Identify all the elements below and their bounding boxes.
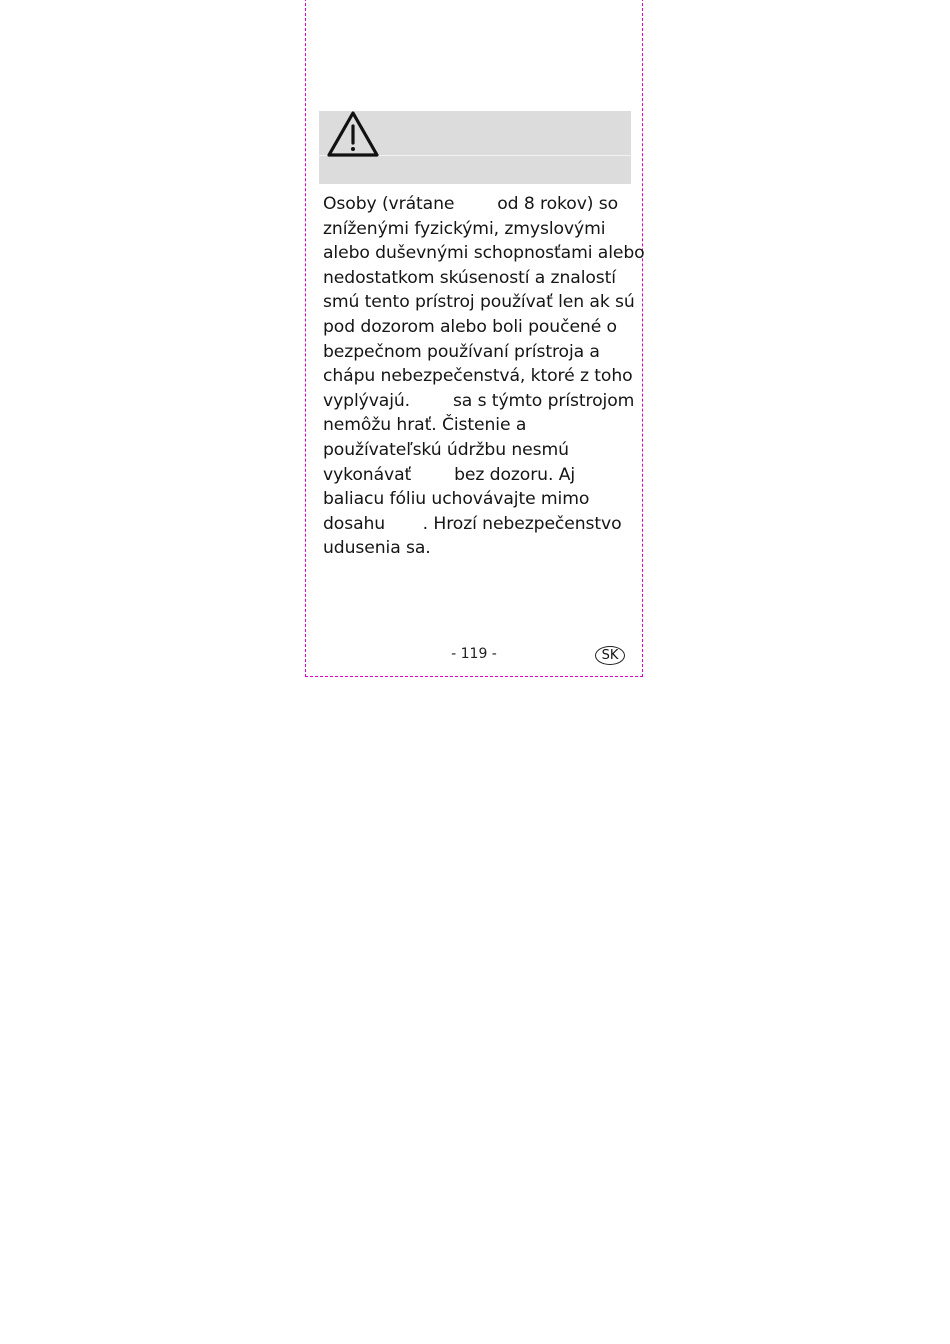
text-line: vykonávať bez dozoru. Aj: [323, 464, 576, 485]
text-line: zníženými fyzickými, zmyslovými: [323, 218, 606, 239]
text-line: nedostatkom skúseností a znalostí: [323, 267, 616, 288]
warning-triangle-icon: [326, 110, 380, 158]
text-line: udusenia sa.: [323, 538, 431, 559]
text-line: baliacu fóliu uchovávajte mimo: [323, 489, 590, 510]
safety-warning-text: [323, 192, 645, 561]
text-line: nemôžu hrať. Čistenie a: [323, 415, 527, 436]
text-line: bezpečnom používaní prístroja a: [323, 341, 600, 362]
text-line: chápu nebezpečenstvá, ktoré z toho: [323, 366, 633, 387]
text-line: Osoby (vrátane od 8 rokov) so: [323, 194, 619, 214]
language-badge: SK: [595, 646, 625, 665]
text-line: používateľskú údržbu nesmú: [323, 439, 569, 460]
text-line: smú tento prístroj používať len ak sú: [323, 292, 635, 313]
text-line: vyplývajú. sa s týmto prístrojom: [323, 390, 635, 411]
page-number: - 119 -: [451, 646, 497, 662]
text-line: alebo duševnými schopnosťami alebo: [323, 243, 645, 264]
text-line: pod dozorom alebo boli poučené o: [323, 316, 617, 337]
text-line: dosahu . Hrozí nebezpečenstvo: [323, 513, 622, 534]
